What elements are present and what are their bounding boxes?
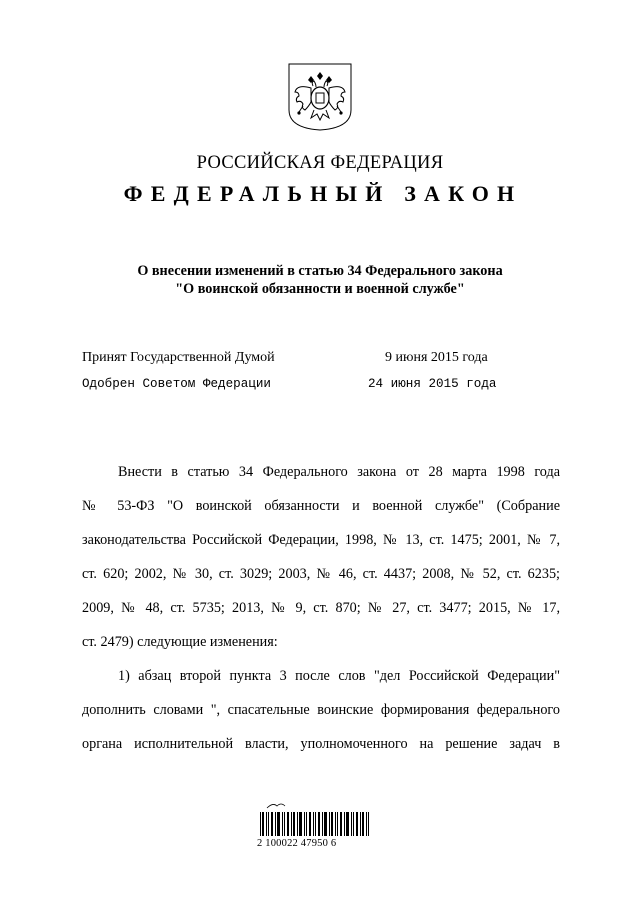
- council-approval-date: 24 июня 2015 года: [368, 377, 497, 391]
- duma-adoption-date: 9 июня 2015 года: [385, 350, 488, 365]
- text-line: № 53-ФЗ "О воинской обязанности и военной службе" (Собрание: [82, 498, 560, 514]
- country-name: РОССИЙСКАЯ ФЕДЕРАЦИЯ: [196, 153, 444, 173]
- text-line: 1) абзац второй пункта 3 после слов "дел Российской Федерации": [118, 668, 560, 684]
- law-body: [82, 455, 560, 761]
- law-title: [0, 262, 640, 298]
- duma-adoption-label: Принят Государственной Думой: [82, 350, 275, 365]
- text-line: законодательства Российской Федерации, 1998, № 13, ст. 1475; 2001, № 7,: [82, 532, 560, 548]
- law-title-line: О внесении изменений в статью 34 Федерального закона: [137, 263, 503, 279]
- russian-coat-of-arms-icon: [287, 62, 353, 132]
- text-line: органа исполнительной власти, уполномоченного на решение задач в: [82, 736, 560, 752]
- law-title-line: "О воинской обязанности и военной службе": [175, 281, 465, 297]
- text-line: дополнить словами ", спасательные воинские формирования федерального: [82, 702, 560, 718]
- text-line: Внести в статью 34 Федерального закона от 28 марта 1998 года: [118, 464, 560, 480]
- paragraph: [82, 455, 560, 659]
- barcode: [257, 800, 383, 862]
- paragraph: [82, 659, 560, 761]
- document-type: ФЕДЕРАЛЬНЫЙ ЗАКОН: [123, 181, 523, 206]
- barcode-icon: [257, 800, 383, 840]
- emblem: [287, 62, 353, 132]
- text-line: ст. 620; 2002, № 30, ст. 3029; 2003, № 46, ст. 4437; 2008, № 52, ст. 6235;: [82, 566, 560, 582]
- text-line: ст. 2479) следующие изменения:: [82, 634, 278, 650]
- council-approval-label: Одобрен Советом Федерации: [82, 377, 271, 391]
- barcode-number: 2 100022 47950 6: [257, 838, 337, 849]
- text-line: 2009, № 48, ст. 5735; 2013, № 9, ст. 870; № 27, ст. 3477; 2015, № 17,: [82, 600, 560, 616]
